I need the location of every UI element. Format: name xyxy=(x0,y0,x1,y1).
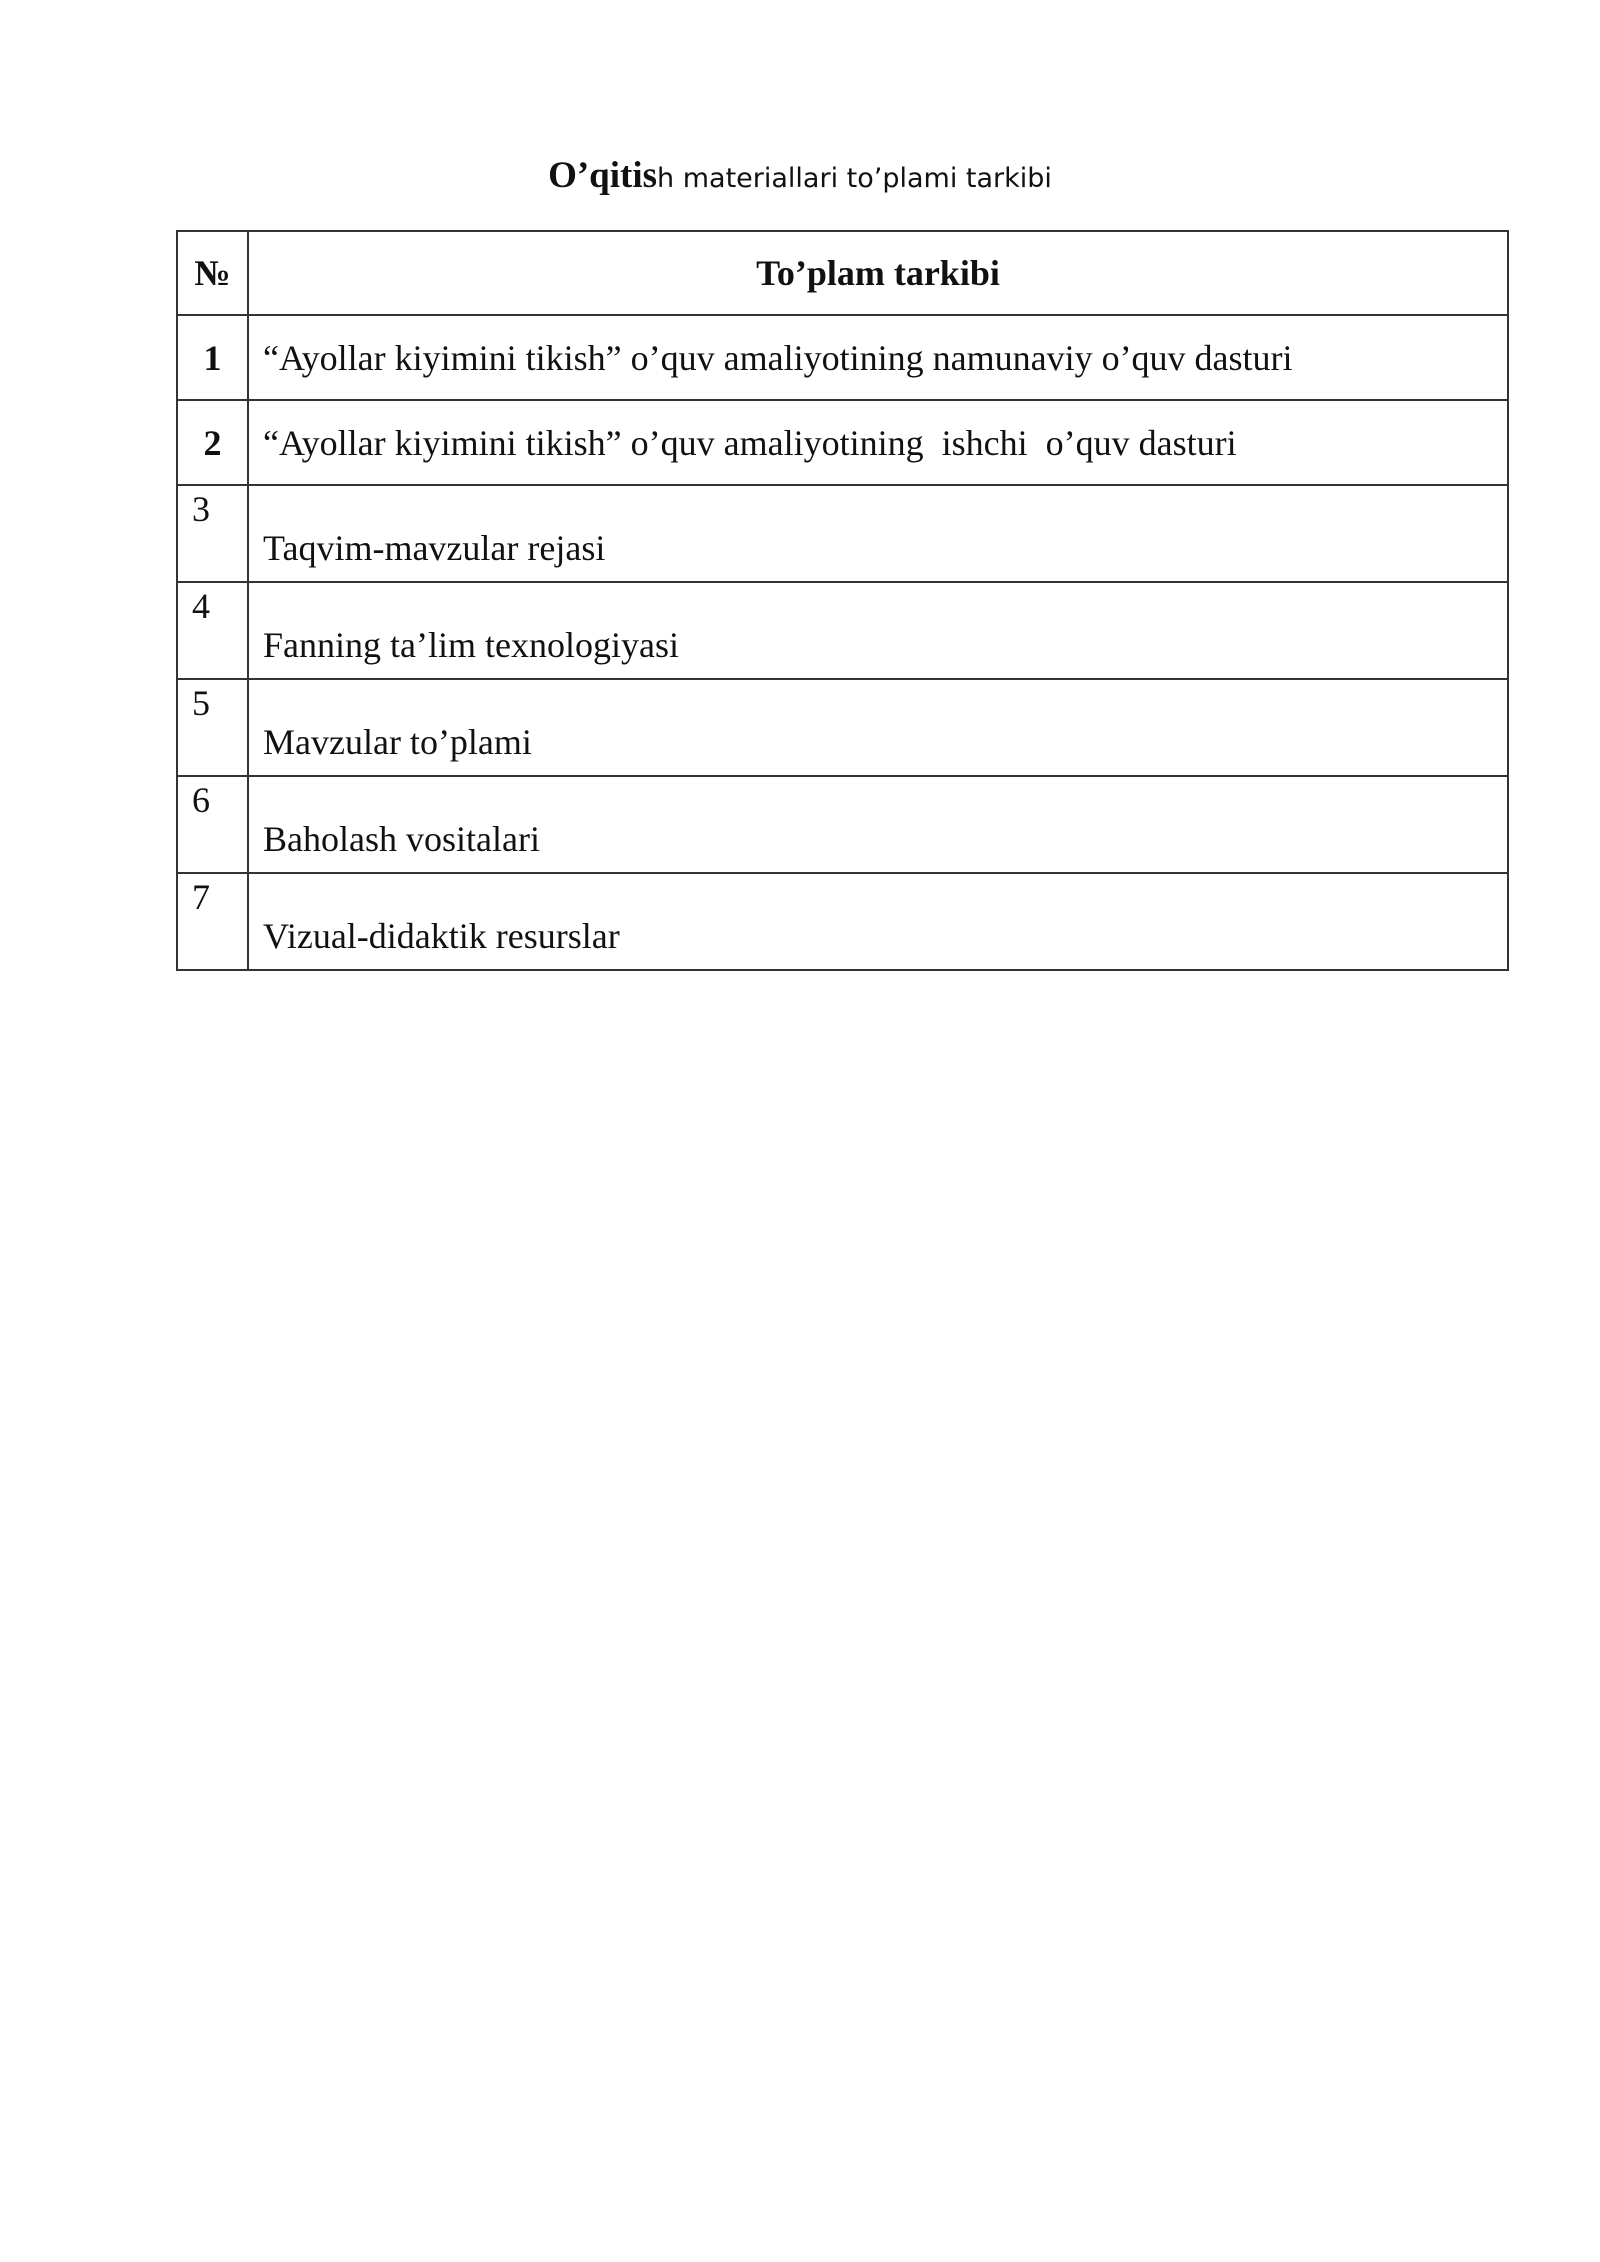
title-bold-part: O’qitis xyxy=(548,155,658,196)
table-row xyxy=(177,679,1508,776)
row-number: 5 xyxy=(177,679,248,776)
table-header-row xyxy=(177,231,1508,315)
row-number: 2 xyxy=(177,400,248,485)
row-number: 7 xyxy=(177,873,248,970)
row-text: “Ayollar kiyimini tikish” o’quv amaliyotining namunaviy o’quv dasturi xyxy=(248,315,1508,400)
row-text: Baholash vositalari xyxy=(248,776,1508,873)
row-text: Fanning ta’lim texnologiyasi xyxy=(248,582,1508,679)
table-row xyxy=(177,873,1508,970)
row-text: Taqvim-mavzular rejasi xyxy=(248,485,1508,582)
table-row xyxy=(177,582,1508,679)
table-row xyxy=(177,315,1508,400)
row-number: 3 xyxy=(177,485,248,582)
table-row xyxy=(177,485,1508,582)
row-text: “Ayollar kiyimini tikish” o’quv amaliyotining ishchi o’quv dasturi xyxy=(248,400,1508,485)
title-regular-part: h materiallari to’plami tarkibi xyxy=(657,163,1052,194)
page-title xyxy=(0,150,1600,209)
header-number: № xyxy=(177,231,248,315)
row-number: 1 xyxy=(177,315,248,400)
row-number: 4 xyxy=(177,582,248,679)
table-row xyxy=(177,400,1508,485)
header-contents: To’plam tarkibi xyxy=(248,231,1508,315)
table-row xyxy=(177,776,1508,873)
row-text: Vizual-didaktik resurslar xyxy=(248,873,1508,970)
row-text: Mavzular to’plami xyxy=(248,679,1508,776)
contents-table xyxy=(176,230,1509,971)
row-number: 6 xyxy=(177,776,248,873)
